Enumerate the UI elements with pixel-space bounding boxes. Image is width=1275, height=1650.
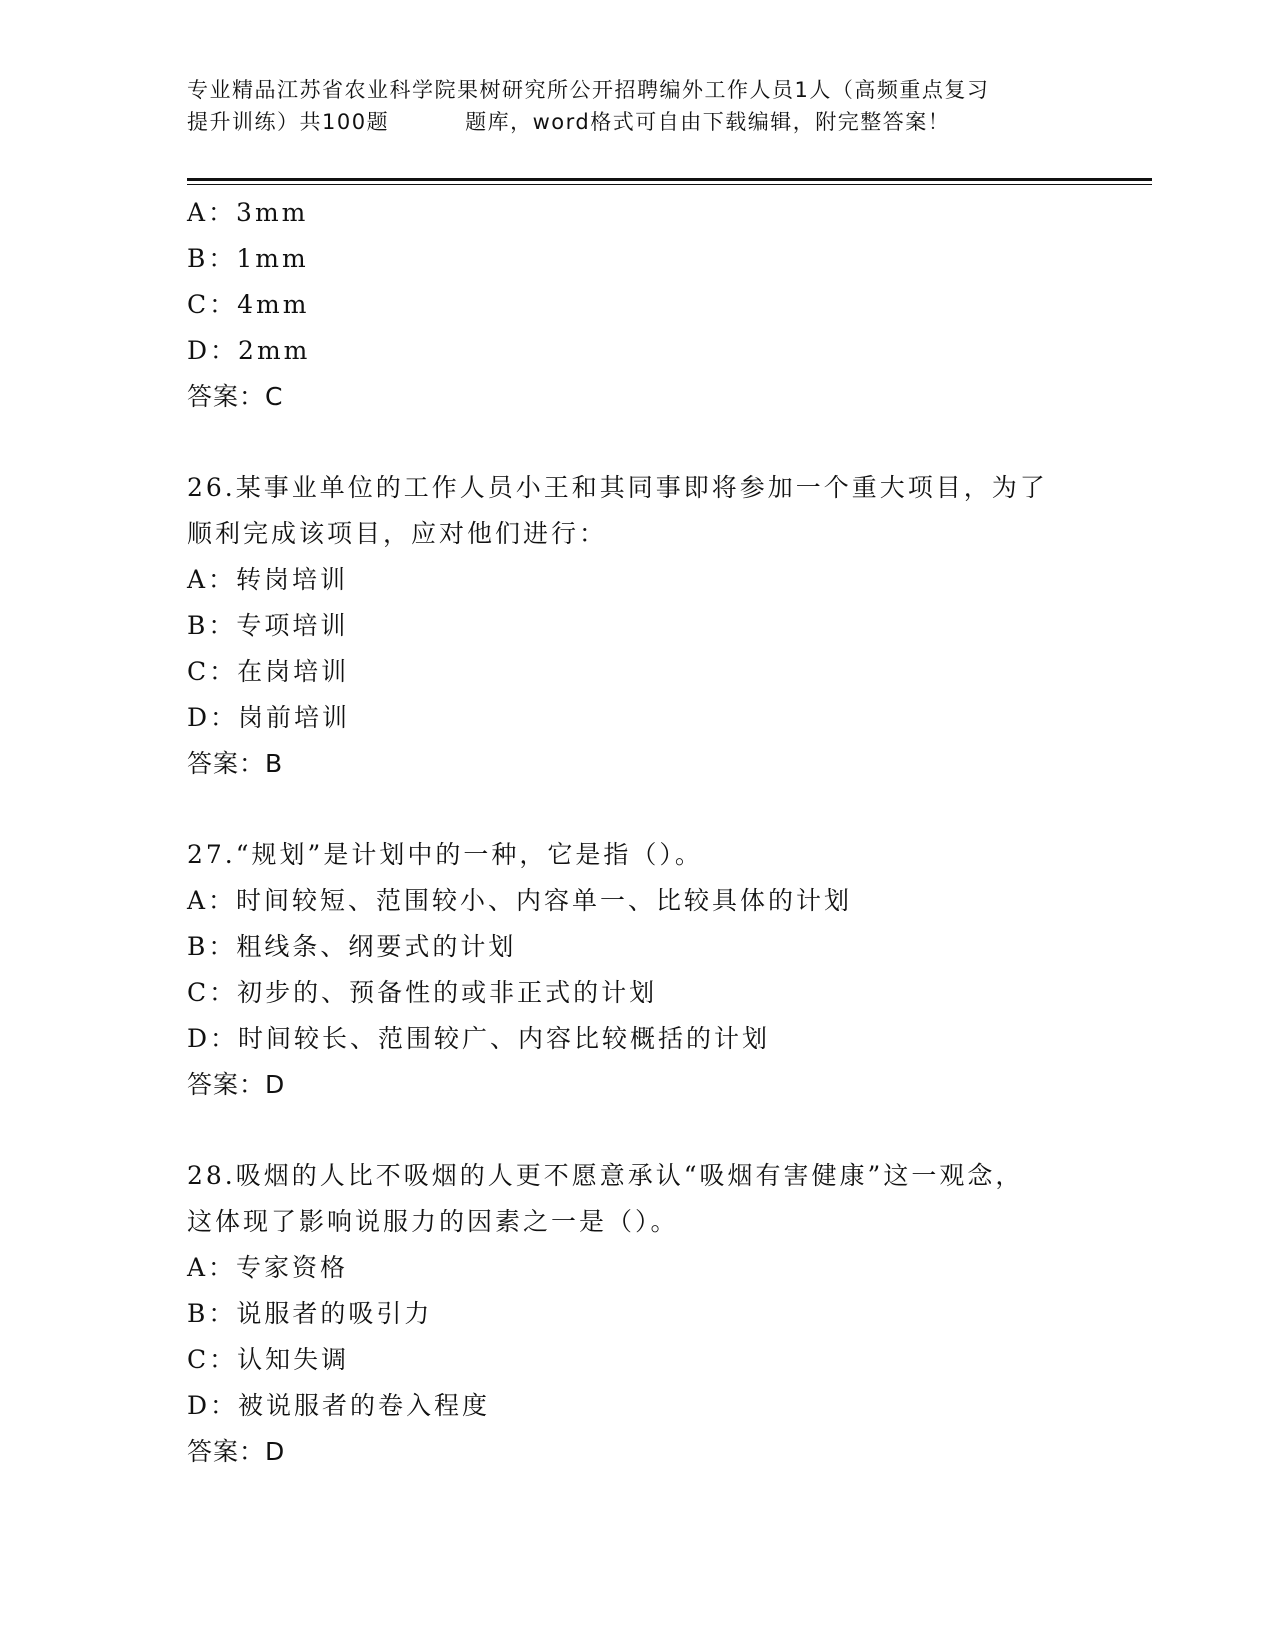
option-d: D：岗前培训 <box>187 703 351 732</box>
question-25 <box>187 190 1147 420</box>
option-c: C：初步的、预备性的或非正式的计划 <box>187 978 658 1007</box>
option-c: C：4mm <box>187 290 310 319</box>
document-header <box>187 74 1107 138</box>
question-list <box>187 190 1147 1475</box>
option-b: B：专项培训 <box>187 611 349 640</box>
option-a: A：时间较短、范围较小、内容单一、比较具体的计划 <box>187 886 853 915</box>
option-d: D：2mm <box>187 336 311 365</box>
option-d: D：时间较长、范围较广、内容比较概括的计划 <box>187 1024 771 1053</box>
header-line-2-part-a: 提升训练）共100题 <box>187 110 390 134</box>
answer: 答案：D <box>187 1070 286 1099</box>
option-b: B：1mm <box>187 244 309 273</box>
answer: 答案：D <box>187 1437 286 1466</box>
header-divider-thin <box>187 184 1152 185</box>
option-c: C：认知失调 <box>187 1345 350 1374</box>
question-stem-line-1: 26.某事业单位的工作人员小王和其同事即将参加一个重大项目，为了 <box>187 473 1048 502</box>
answer: 答案：C <box>187 382 284 411</box>
header-line-1: 专业精品江苏省农业科学院果树研究所公开招聘编外工作人员1人（高频重点复习 <box>187 78 990 102</box>
header-divider-thick <box>187 178 1152 181</box>
question-stem-line-2: 顺利完成该项目，应对他们进行： <box>187 519 608 548</box>
answer: 答案：B <box>187 749 284 778</box>
question-28 <box>187 1153 1147 1475</box>
option-b: B：说服者的吸引力 <box>187 1299 433 1328</box>
question-stem-line-1: 27.“规划”是计划中的一种，它是指（）。 <box>187 840 703 869</box>
option-b: B：粗线条、纲要式的计划 <box>187 932 517 961</box>
option-c: C：在岗培训 <box>187 657 350 686</box>
header-line-2-part-b: 题库，word格式可自由下载编辑，附完整答案！ <box>465 110 951 134</box>
option-a: A：转岗培训 <box>187 565 349 594</box>
question-26 <box>187 465 1147 787</box>
question-stem-line-1: 28.吸烟的人比不吸烟的人更不愿意承认“吸烟有害健康”这一观念， <box>187 1161 1024 1190</box>
option-d: D：被说服者的卷入程度 <box>187 1391 491 1420</box>
header-line-2 <box>187 106 1107 138</box>
option-a: A：3mm <box>187 198 309 227</box>
option-a: A：专家资格 <box>187 1253 349 1282</box>
question-stem-line-2: 这体现了影响说服力的因素之一是（）。 <box>187 1207 679 1236</box>
question-27 <box>187 832 1147 1108</box>
